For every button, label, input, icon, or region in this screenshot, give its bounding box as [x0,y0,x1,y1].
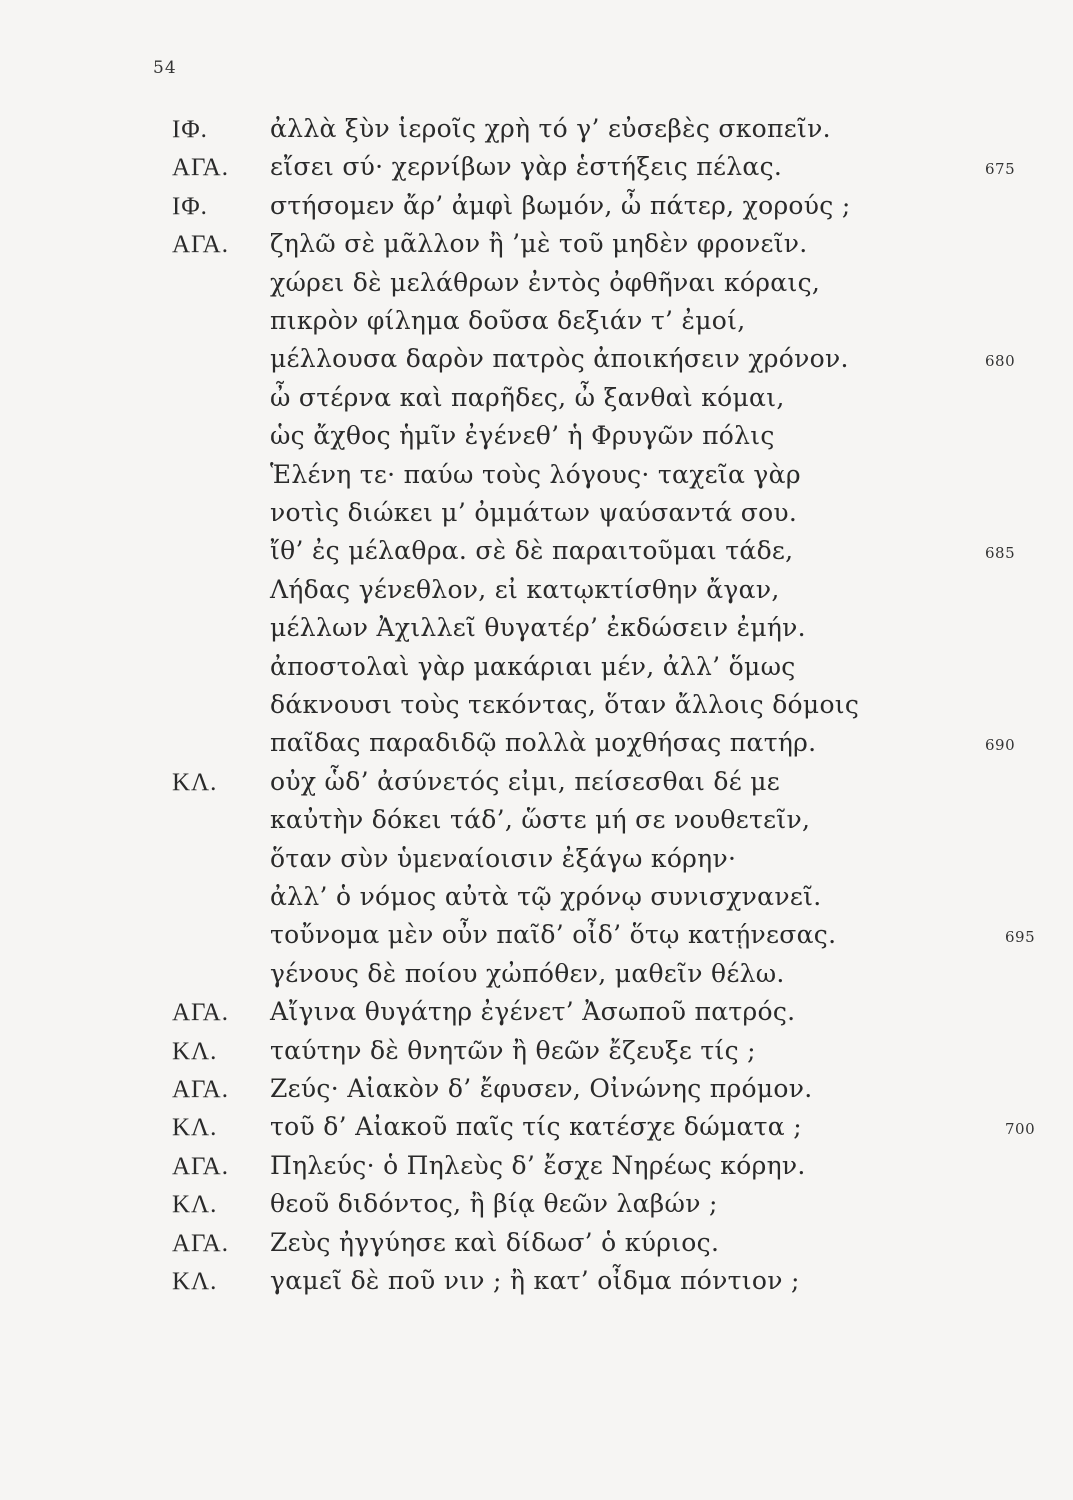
verse-line [0,1187,1073,1223]
verse-line [0,496,1073,532]
verse-line [0,189,1073,225]
verse-line [0,611,1073,647]
verse-text: ἀλλ’ ὁ νόμος αὐτὰ τῷ χρόνῳ συνισχνανεῖ. [270,882,822,911]
verse-text: τοῦ δ’ Αἰακοῦ παῖς τίς κατέσχε δώματα ; [270,1112,802,1141]
speaker-label: ΙΦ. [172,193,208,220]
verse-text: μέλλων Ἀχιλλεῖ θυγατέρ’ ἐκδώσειν ἐμήν. [270,613,806,642]
verse-text: στήσομεν ἄρ’ ἀμφὶ βωμόν, ὦ πάτερ, χορούς ; [270,191,851,220]
speaker-label: ΑΓΑ. [172,1230,229,1257]
speaker-label: ΙΦ. [172,116,208,143]
verse-line [0,688,1073,724]
verse-text: χώρει δὲ μελάθρων ἐντὸς ὀφθῆναι κόραις, [270,268,821,297]
verse-line [0,995,1073,1031]
verse-line [0,918,1073,954]
verse-text: πικρὸν φίλημα δοῦσα δεξιάν τ’ ἐμοί, [270,306,746,335]
verse-text: θεοῦ διδόντος, ἢ βίᾳ θεῶν λαβών ; [270,1189,718,1218]
verse-line [0,1110,1073,1146]
verse-line [0,266,1073,302]
verse-line [0,650,1073,686]
verse-line [0,304,1073,340]
verse-line [0,803,1073,839]
verse-text: ταύτην δὲ θνητῶν ἢ θεῶν ἔζευξε τίς ; [270,1036,756,1065]
verse-line [0,381,1073,417]
verse-text: ὅταν σὺν ὑμεναίοισιν ἐξάγω κόρην· [270,844,737,873]
line-number: 690 [985,736,1016,754]
verse-line [0,842,1073,878]
verse-line [0,419,1073,455]
verse-line [0,573,1073,609]
verse-text: παῖδας παραδιδῷ πολλὰ μοχθήσας πατήρ. [270,728,817,757]
speaker-label: ΑΓΑ. [172,154,229,181]
verse-text: γαμεῖ δὲ ποῦ νιν ; ἢ κατ’ οἶδμα πόντιον ; [270,1266,800,1295]
verse-text: ὦ στέρνα καὶ παρῆδες, ὦ ξανθαὶ κόμαι, [270,383,785,412]
verse-text: τοὔνομα μὲν οὖν παῖδ’ οἶδ’ ὅτῳ κατῄνεσας. [270,920,837,949]
verse-line [0,458,1073,494]
verse-text: ἀποστολαὶ γὰρ μακάριαι μέν, ἀλλ’ ὅμως [270,652,796,681]
speaker-label: ΚΛ. [172,1038,218,1065]
verse-text: εἴσει σύ· χερνίβων γὰρ ἑστήξεις πέλας. [270,152,783,181]
verse-text: ἀλλὰ ξὺν ἱεροῖς χρὴ τό γ’ εὐσεβὲς σκοπεῖν. [270,114,831,143]
verse-line [0,1149,1073,1185]
speaker-label: ΚΛ. [172,769,218,796]
verse-line [0,880,1073,916]
verse-text: μέλλουσα δαρὸν πατρὸς ἀποικήσειν χρόνον. [270,344,849,373]
verse-line [0,1072,1073,1108]
verse-text: νοτὶς διώκει μ’ ὀμμάτων ψαύσαντά σου. [270,498,798,527]
verse-text: Ἑλένη τε· παύω τοὺς λόγους· ταχεῖα γὰρ [270,460,801,489]
verse-text: ζηλῶ σὲ μᾶλλον ἢ ’μὲ τοῦ μηδὲν φρονεῖν. [270,229,808,258]
verse-line [0,726,1073,762]
verse-text: καὐτὴν δόκει τάδ’, ὥστε μή σε νουθετεῖν, [270,805,811,834]
page-number: 54 [153,58,177,78]
verse-line [0,1264,1073,1300]
speaker-label: ΑΓΑ. [172,231,229,258]
speaker-label: ΚΛ. [172,1268,218,1295]
verse-line [0,1226,1073,1262]
line-number: 680 [985,352,1016,370]
verse-line [0,112,1073,148]
verse-line [0,227,1073,263]
speaker-label: ΑΓΑ. [172,1076,229,1103]
verse-line [0,765,1073,801]
verse-text: Ζεύς· Αἰακὸν δ’ ἔφυσεν, Οἰνώνης πρόμον. [270,1074,813,1103]
verse-text: γένους δὲ ποίου χὠπόθεν, μαθεῖν θέλω. [270,959,785,988]
line-number: 675 [985,160,1016,178]
speaker-label: ΑΓΑ. [172,999,229,1026]
verse-line [0,342,1073,378]
verse-text: ὡς ἄχθος ἡμῖν ἐγένεθ’ ἡ Φρυγῶν πόλις [270,421,775,450]
verse-text: δάκνουσι τοὺς τεκόντας, ὅταν ἄλλοις δόμοις [270,690,860,719]
speaker-label: ΚΛ. [172,1191,218,1218]
verse-text: Αἴγινα θυγάτηρ ἐγένετ’ Ἀσωποῦ πατρός. [270,997,796,1026]
verse-text: οὐχ ὧδ’ ἀσύνετός εἰμι, πείσεσθαι δέ με [270,767,780,796]
verse-text: ἴθ’ ἐς μέλαθρα. σὲ δὲ παραιτοῦμαι τάδε, [270,536,794,565]
verse-text: Πηλεύς· ὁ Πηλεὺς δ’ ἔσχε Νηρέως κόρην. [270,1151,806,1180]
speaker-label: ΑΓΑ. [172,1153,229,1180]
line-number: 695 [1005,928,1036,946]
verse-text: Ζεὺς ἠγγύησε καὶ δίδωσ’ ὁ κύριος. [270,1228,720,1257]
verse-line [0,534,1073,570]
verse-line [0,1034,1073,1070]
speaker-label: ΚΛ. [172,1114,218,1141]
line-number: 685 [985,544,1016,562]
verse-line [0,150,1073,186]
verse-line [0,957,1073,993]
verse-text: Λήδας γένεθλον, εἰ κατῳκτίσθην ἄγαν, [270,575,780,604]
line-number: 700 [1005,1120,1036,1138]
